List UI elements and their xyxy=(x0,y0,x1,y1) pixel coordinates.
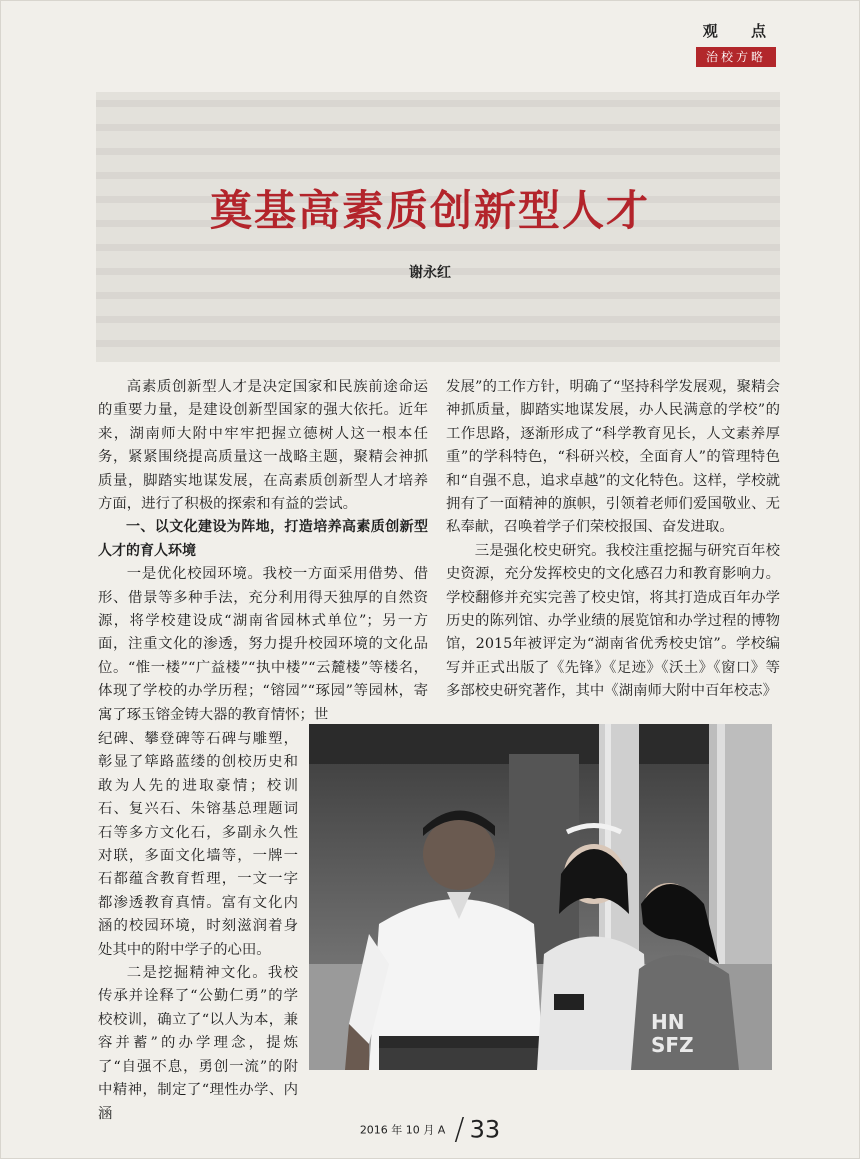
section-header xyxy=(646,20,780,67)
paragraph-intro: 高素质创新型人才是决定国家和民族前途命运的重要力量，是建设创新型国家的强大依托。近年来，湖南师大附中牢牢把握立德树人这一根本任务，紧紧围绕提高质量这一战略主题，聚精会神抓质量，脚踏实地谋发展，在高素质创新型人才培养方面，进行了积极的探索和有益的尝试。 xyxy=(98,379,428,513)
shirt-print-line1: HN xyxy=(651,1010,685,1034)
left-column xyxy=(98,376,428,727)
page-number: 33 xyxy=(469,1115,501,1144)
article-title: 奠基高素质创新型人才 xyxy=(209,186,650,235)
section-heading-1: 一、以文化建设为阵地，打造培养高素质创新型人才的育人环境 xyxy=(98,519,428,559)
section-title: 观 点 xyxy=(702,22,780,40)
paragraph-campus-environment: 一是优化校园环境。我校一方面采用借势、借形、借景等多种手法，充分利用得天独厚的自然资源，将学校建设成“湖南省园林式单位”；另一方面，注重文化的渗透，努力提升校园环境的文化品位。“惟一楼”“广益楼”“执中楼”“云麓楼”等楼名，体现了学校的办学历程；“镕园”“琢园”等园林，寄寓了琢玉镕金铸大器的教育情怀；世 xyxy=(98,566,428,723)
article-photo xyxy=(309,724,772,1070)
page-footer xyxy=(0,1112,860,1147)
shirt-print-line2: SFZ xyxy=(651,1033,694,1057)
article-author: 谢永红 xyxy=(409,265,451,281)
left-narrow-column xyxy=(98,728,298,1126)
paragraph-campus-environment-cont: 纪碑、攀登碑等石碑与雕塑，彰显了筚路蓝缕的创校历史和敢为人先的进取豪情；校训石、复兴石、朱镕基总理题词石等多方文化石，多副永久性对联，多面文化墙等，一牌一石都蕴含教育哲理，一文一字都渗透教育真情。富有文化内涵的校园环境，时刻滋润着身处其中的附中学子的心田。 xyxy=(98,731,298,958)
paragraph-spirit-culture-cont: 发展”的工作方针，明确了“坚持科学发展观，聚精会神抓质量，脚踏实地谋发展，办人民满意的学校”的工作思路，逐渐形成了“科学教育见长，人文素养厚重”的学科特色，“科研兴校，全面育人”的管理特色和“自强不息，追求卓越”的文化特色。这样，学校就拥有了一面精神的旗帜，引领着老师们爱国敬业、无私奉献，召唤着学子们荣校报国、奋发进取。 xyxy=(446,379,780,536)
photo-teacher-with-students xyxy=(309,724,772,1070)
issue-date: 2016 年 10 月 A xyxy=(359,1123,446,1137)
section-tag: 治校方略 xyxy=(696,47,776,67)
paragraph-school-history: 三是强化校史研究。我校注重挖掘与研究百年校史资源，充分发挥校史的文化感召力和教育影响力。学校翻修并充实完善了校史馆，将其打造成百年办学历史的陈列馆、办学业绩的展览馆和办学过程的博物馆，2015年被评定为“湖南省优秀校史馆”。学校编写并正式出版了《先锋》《足迹》《沃土》《窗口》等多部校史研究著作，其中《湖南师大附中百年校志》 xyxy=(446,542,780,700)
right-column xyxy=(446,376,780,704)
footer-slash: / xyxy=(454,1112,465,1147)
paragraph-spirit-culture: 二是挖掘精神文化。我校传承并诠释了“公勤仁勇”的学校校训，确立了“以人为本，兼容并蓄”的办学理念，提炼了“自强不息，勇创一流”的附中精神，制定了“理性办学、内涵 xyxy=(98,965,298,1122)
